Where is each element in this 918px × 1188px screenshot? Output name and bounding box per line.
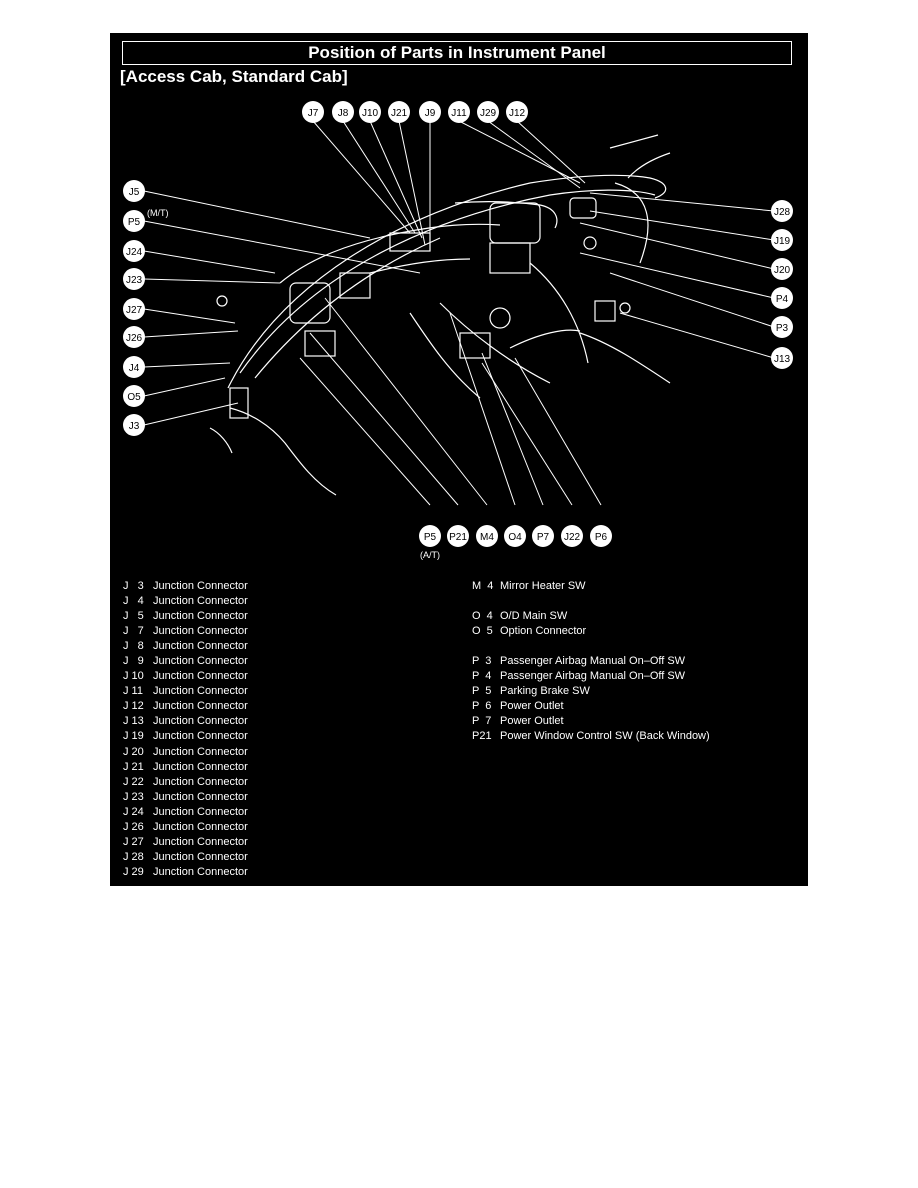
- callout-m4: M4: [480, 532, 494, 543]
- legend-right-desc: O/D Main SW: [500, 610, 568, 623]
- legend-right-desc: Power Outlet: [500, 700, 564, 713]
- legend-left-code: J 19: [123, 730, 144, 743]
- callout-o4: O4: [508, 532, 522, 543]
- diagram-panel: [110, 33, 808, 886]
- legend-right-code: P 5: [472, 685, 492, 698]
- legend-left-desc: Junction Connector: [153, 745, 248, 758]
- callout-j28: J28: [773, 207, 791, 218]
- callout-j21: J21: [390, 108, 408, 119]
- legend-left-code: J 12: [123, 700, 144, 713]
- callout-j3: J3: [128, 421, 140, 432]
- legend-right-code: O 5: [472, 625, 493, 638]
- callout-j9: J9: [424, 108, 436, 119]
- callout-j23: J23: [125, 275, 143, 286]
- legend-right-code: O 4: [472, 610, 493, 623]
- legend-right-desc: Power Window Control SW (Back Window): [500, 730, 710, 743]
- legend-left-code: J 3: [123, 580, 144, 592]
- legend-left-desc: Junction Connector: [153, 775, 248, 788]
- callout-j8: J8: [337, 108, 349, 119]
- legend-right-desc: Parking Brake SW: [500, 685, 590, 698]
- legend-left-code: J 22: [123, 775, 144, 788]
- legend-left-code: J 4: [123, 595, 144, 608]
- note-mt: (M/T): [147, 208, 169, 218]
- callout-j24: J24: [125, 247, 143, 258]
- callout-j4: J4: [128, 363, 140, 374]
- callout-j10: J10: [361, 108, 379, 119]
- legend-left-desc: Junction Connector: [153, 730, 248, 743]
- legend-left-desc: Junction Connector: [153, 670, 248, 683]
- callout-j20: J20: [773, 265, 791, 276]
- callout-j19: J19: [773, 236, 791, 247]
- legend-left-code: J 26: [123, 820, 144, 833]
- legend-left-desc: Junction Connector: [153, 595, 248, 608]
- callout-p6: P6: [594, 532, 608, 543]
- callout-j29: J29: [479, 108, 497, 119]
- legend-right-desc: Mirror Heater SW: [500, 580, 586, 592]
- callout-p3: P3: [775, 323, 789, 334]
- page-title: Position of Parts in Instrument Panel: [122, 41, 792, 65]
- callout-j11: J11: [451, 108, 467, 119]
- legend-left-code: J 24: [123, 805, 144, 818]
- callouts-right: [771, 200, 793, 369]
- legend-left-desc: Junction Connector: [153, 805, 248, 818]
- legend-left-desc: Junction Connector: [153, 685, 248, 698]
- legend-right-desc: Power Outlet: [500, 715, 564, 728]
- legend-left-desc: Junction Connector: [153, 835, 248, 848]
- legend-left-desc: Junction Connector: [153, 820, 248, 833]
- legend-left-code: J 11: [123, 685, 143, 698]
- legend-left-desc: Junction Connector: [153, 625, 248, 638]
- legend-left-desc: Junction Connector: [153, 700, 248, 713]
- legend-left-code: J 27: [123, 835, 144, 848]
- callout-p4: P4: [775, 294, 789, 305]
- callout-j13: J13: [773, 354, 791, 365]
- callout-j12: J12: [508, 108, 526, 119]
- callouts-left: [123, 180, 169, 436]
- legend-left-code: J 20: [123, 745, 144, 758]
- legend-left-desc: Junction Connector: [153, 580, 248, 592]
- legend-right-code: P 4: [472, 670, 492, 683]
- legend-left-desc: Junction Connector: [153, 760, 248, 773]
- legend-left-code: J 10: [123, 670, 144, 683]
- legend-left-code: J 23: [123, 790, 144, 803]
- callout-p7: P7: [536, 532, 550, 543]
- legend-left-desc: Junction Connector: [153, 655, 248, 668]
- callout-j5: J5: [128, 187, 140, 198]
- legend-left-code: J 8: [123, 640, 144, 653]
- legend-left-desc: Junction Connector: [153, 865, 248, 878]
- legend-left-desc: Junction Connector: [153, 790, 248, 803]
- legend-right-code: M 4: [472, 580, 494, 592]
- legend-left-code: J 7: [123, 625, 144, 638]
- callout-o5: O5: [127, 392, 141, 403]
- callout-p5-mt: P5: [127, 217, 141, 228]
- legend-right-code: P 7: [472, 715, 492, 728]
- legend-left-code: J 9: [123, 655, 144, 668]
- callouts-top: [302, 101, 528, 123]
- callout-j22: J22: [563, 532, 581, 543]
- callout-j7: J7: [307, 108, 319, 119]
- legend-left-desc: Junction Connector: [153, 640, 248, 653]
- legend-left-code: J 13: [123, 715, 144, 728]
- legend-right-code: P 6: [472, 700, 492, 713]
- legend-left-code: J 21: [123, 760, 144, 773]
- callout-p21: P21: [449, 532, 467, 543]
- legend-left-desc: Junction Connector: [153, 610, 248, 623]
- legend-left-code: J 5: [123, 610, 144, 623]
- legend-right-desc: Passenger Airbag Manual On–Off SW: [500, 655, 686, 668]
- legend-left-code: J 29: [123, 865, 144, 878]
- legend-left-code: J 28: [123, 850, 144, 863]
- callouts-bottom: [419, 525, 612, 560]
- callout-j27: J27: [125, 305, 143, 316]
- legend-left-desc: Junction Connector: [153, 715, 248, 728]
- legend-right-desc: Passenger Airbag Manual On–Off SW: [500, 670, 686, 683]
- page-subtitle: [Access Cab, Standard Cab]: [120, 67, 348, 86]
- legend-right-desc: Option Connector: [500, 625, 587, 638]
- callout-p5-at: P5: [423, 532, 437, 543]
- legend-right-code: P21: [472, 730, 492, 743]
- callout-j26: J26: [125, 333, 143, 344]
- legend-right-code: P 3: [472, 655, 492, 668]
- note-at: (A/T): [420, 550, 440, 560]
- instrument-panel-drawing: [110, 33, 808, 573]
- legend-left-desc: Junction Connector: [153, 850, 248, 863]
